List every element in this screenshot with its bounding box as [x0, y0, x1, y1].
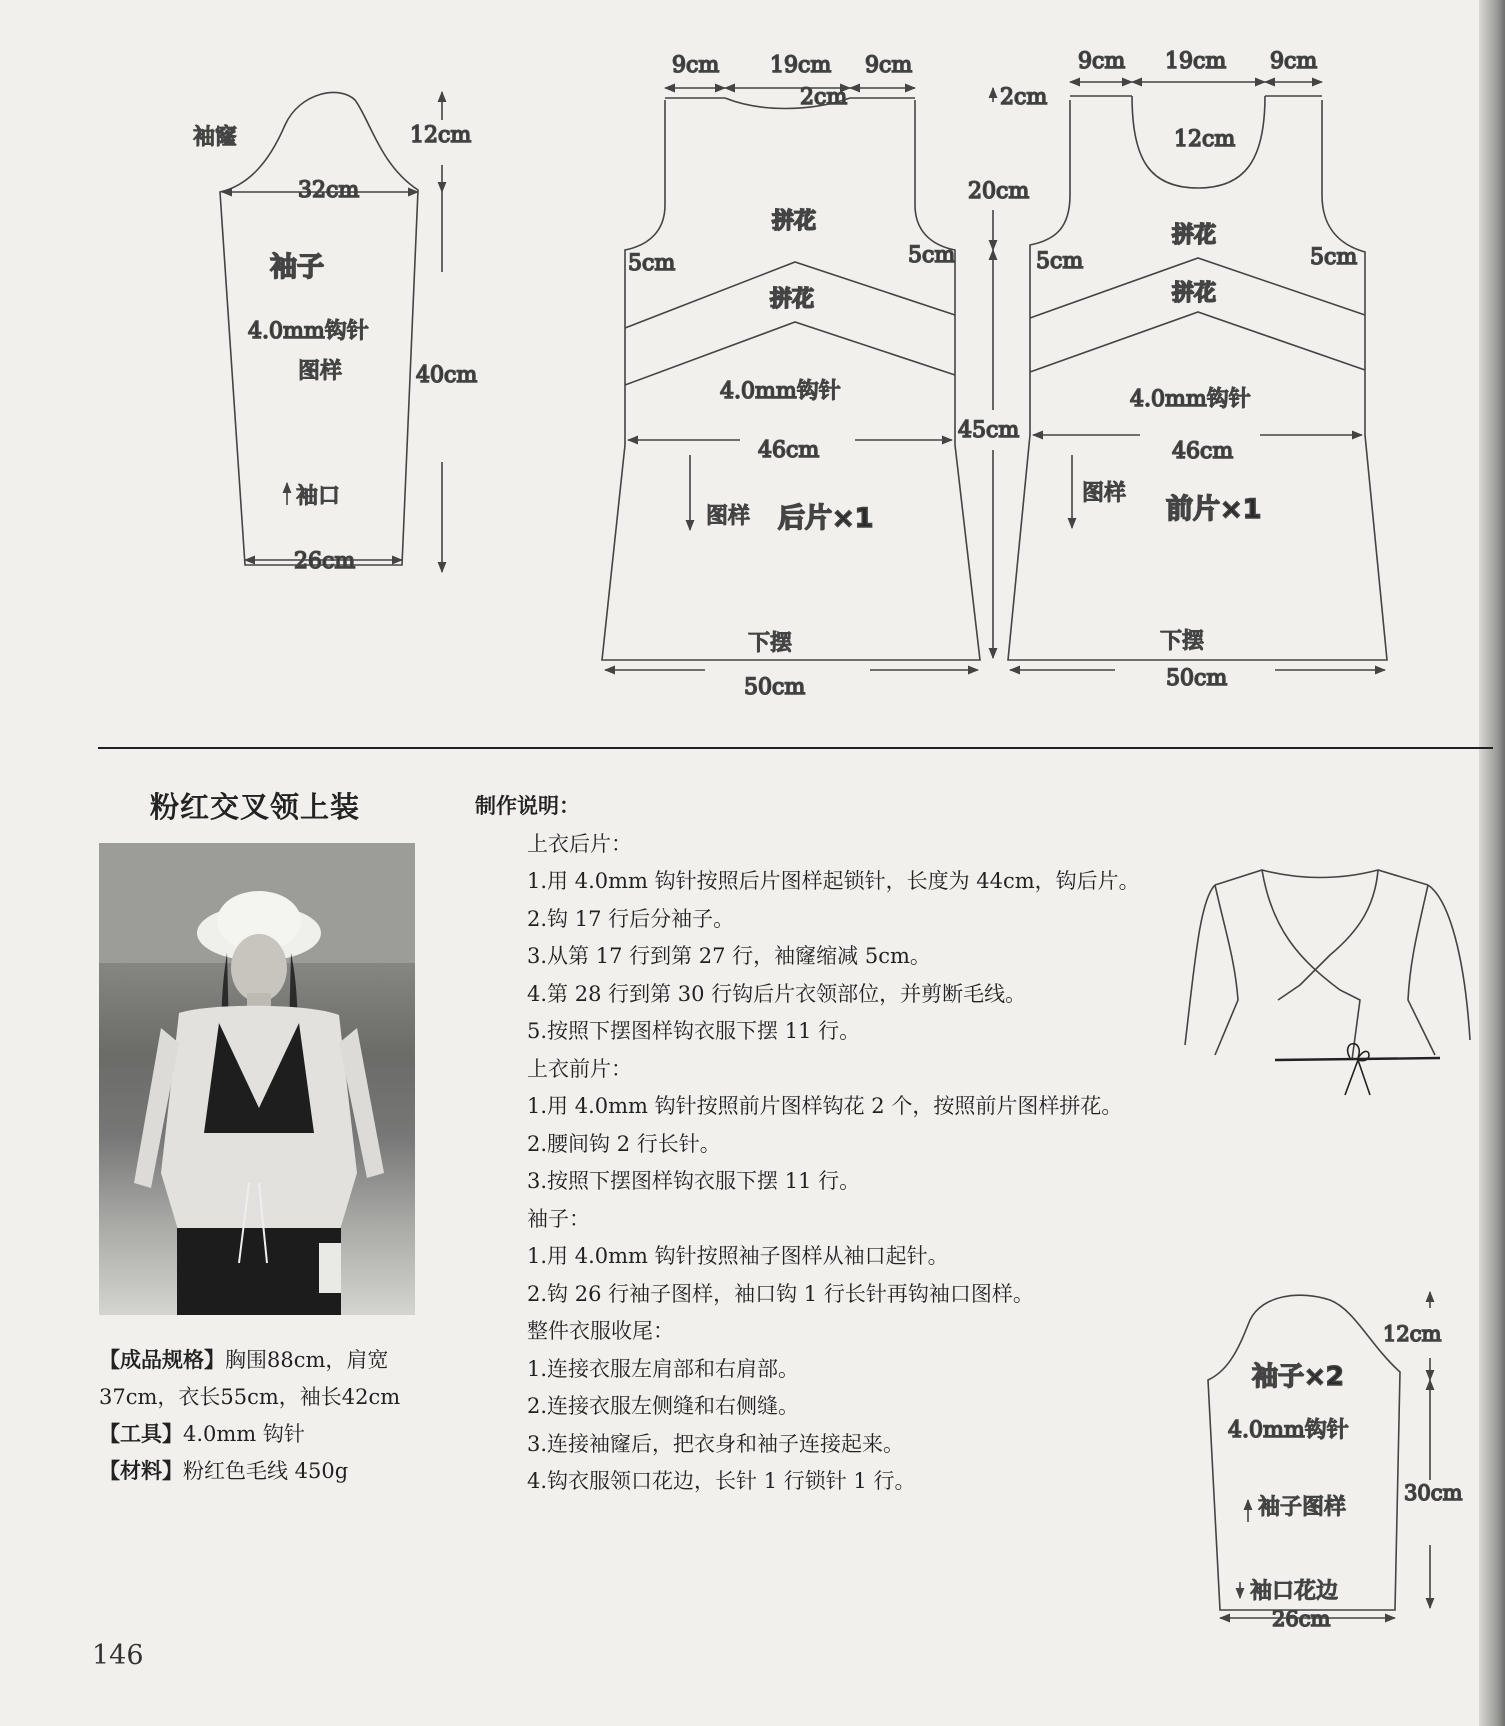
- back-armhole-right: 5cm: [908, 243, 956, 268]
- front-piece-name: 前片×1: [1166, 494, 1262, 525]
- spec-material: [99, 1453, 429, 1490]
- spec-size-key: 【成品规格】: [99, 1348, 225, 1372]
- instruction-line: 2.腰间钩 2 行长针。: [527, 1131, 721, 1156]
- sleeve-armhole-label: 袖窿: [193, 125, 238, 150]
- instruction-line: 2.钩 17 行后分袖子。: [527, 906, 735, 931]
- instruction-line: 1.连接衣服左肩部和右肩部。: [527, 1356, 800, 1381]
- back-width-left: 9cm: [672, 53, 720, 78]
- sleeve-cuff-width: 26cm: [294, 549, 356, 574]
- section-title: 整件衣服收尾：: [527, 1319, 674, 1343]
- sleeve-diagram: [193, 92, 477, 574]
- sleeve-top-width: 32cm: [298, 178, 360, 203]
- spec-material-value: 粉红色毛线 450g: [183, 1459, 349, 1483]
- instruction-line: 3.连接袖窿后，把衣身和袖子连接起来。: [527, 1431, 905, 1456]
- front-armhole-left: 5cm: [1036, 249, 1084, 274]
- center-measurements: [958, 85, 1047, 658]
- sleeve-cuff-label: 袖口: [296, 484, 341, 509]
- instruction-line: 5.按照下摆图样钩衣服下摆 11 行。: [527, 1019, 861, 1043]
- sleeve2-length: 30cm: [1404, 1481, 1463, 1505]
- sleeve2-cap-height: 12cm: [1383, 1322, 1442, 1346]
- back-neck-depth: 2cm: [800, 85, 848, 110]
- front-width-center: 19cm: [1165, 49, 1227, 74]
- back-armhole-left: 5cm: [628, 251, 676, 276]
- sleeve2-needle: 4.0mm钩针: [1228, 1418, 1349, 1443]
- page-number: 146: [92, 1640, 144, 1671]
- back-width-center: 19cm: [770, 53, 832, 78]
- back-patch-2: 拼花: [770, 287, 815, 312]
- back-patch-1: 拼花: [772, 209, 817, 234]
- instruction-line: 1.用 4.0mm 钩针按照袖子图样从袖口起针。: [527, 1244, 949, 1268]
- product-specs: [99, 1342, 429, 1490]
- front-width-left: 9cm: [1078, 49, 1126, 74]
- back-needle: 4.0mm钩针: [720, 379, 841, 404]
- sleeve-name: 袖子: [270, 252, 324, 283]
- front-width-right: 9cm: [1270, 49, 1318, 74]
- front-hem-width: 50cm: [1166, 666, 1228, 691]
- front-needle: 4.0mm钩针: [1130, 387, 1251, 412]
- front-width: 46cm: [1172, 439, 1234, 464]
- front-pattern-label: 图样: [1082, 481, 1127, 506]
- front-neck-depth: 12cm: [1174, 127, 1236, 152]
- instruction-line: 1.用 4.0mm 钩针按照前片图样钩花 2 个，按照前片图样拼花。: [527, 1094, 1123, 1118]
- front-armhole-right: 5cm: [1310, 245, 1358, 270]
- spec-tool: [99, 1416, 429, 1453]
- section-title: 上衣前片：: [527, 1056, 632, 1081]
- sleeve-length: 40cm: [416, 363, 478, 388]
- center-armhole-depth: 20cm: [968, 179, 1030, 204]
- spec-material-key: 【材料】: [99, 1459, 183, 1483]
- spec-size-value: 胸围88cm，肩宽37cm，衣长55cm，袖长42cm: [99, 1348, 401, 1409]
- instruction-line: 4.第 28 行到第 30 行钩后片衣领部位，并剪断毛线。: [527, 981, 1027, 1006]
- sleeve2-name: 袖子×2: [1252, 1362, 1344, 1392]
- back-pattern-label: 图样: [706, 504, 751, 529]
- front-piece-diagram: [1008, 49, 1387, 691]
- article-title: 粉红交叉领上装: [149, 790, 360, 824]
- back-piece-diagram: [602, 53, 980, 700]
- instruction-line: 4.钩衣服领口花边，长针 1 行锁针 1 行。: [527, 1469, 916, 1493]
- spec-tool-value: 4.0mm 钩针: [183, 1422, 305, 1446]
- instruction-line: 3.从第 17 行到第 27 行，袖窿缩减 5cm。: [527, 944, 931, 968]
- sleeve-needle: 4.0mm钩针: [248, 319, 369, 344]
- back-width-right: 9cm: [865, 53, 913, 78]
- sleeve-cap-height: 12cm: [410, 123, 472, 148]
- section-divider: [98, 747, 1493, 749]
- section-title: 上衣后片：: [527, 831, 632, 856]
- model-photo-illustration: [99, 843, 415, 1315]
- back-hem-label: 下摆: [748, 631, 793, 656]
- pattern-diagrams: [0, 0, 1505, 750]
- instructions: [475, 788, 1235, 1501]
- front-patch-1: 拼花: [1172, 223, 1217, 248]
- center-length: 45cm: [958, 418, 1020, 443]
- sleeve2-diagram: [1208, 1292, 1430, 1618]
- back-hem-width: 50cm: [744, 675, 806, 700]
- sleeve2-cuff-width: 26cm: [1272, 1607, 1331, 1631]
- front-patch-2: 拼花: [1172, 281, 1217, 306]
- front-hem-label: 下摆: [1160, 629, 1205, 654]
- sleeve2-cuff-label: 袖口花边: [1250, 1579, 1339, 1604]
- section-title: 袖子：: [527, 1206, 590, 1231]
- back-piece-name: 后片×1: [778, 503, 874, 534]
- sleeve-pattern-label: 图样: [298, 359, 343, 384]
- model-photo: [99, 843, 415, 1315]
- instruction-line: 2.连接衣服左侧缝和右侧缝。: [527, 1394, 800, 1418]
- spec-tool-key: 【工具】: [99, 1422, 183, 1446]
- instruction-line: 2.钩 26 行袖子图样，袖口钩 1 行长针再钩袖口图样。: [527, 1281, 1034, 1306]
- spec-size: [99, 1342, 429, 1416]
- instruction-line: 3.按照下摆图样钩衣服下摆 11 行。: [527, 1169, 861, 1193]
- instructions-heading: 制作说明：: [475, 794, 580, 818]
- instruction-line: 1.用 4.0mm 钩针按照后片图样起锁针，长度为 44cm，钩后片。: [527, 869, 1140, 893]
- center-neck-depth: 2cm: [1000, 85, 1048, 110]
- back-width: 46cm: [758, 438, 820, 463]
- sleeve2-pattern-label: 袖子图样: [1258, 1495, 1347, 1520]
